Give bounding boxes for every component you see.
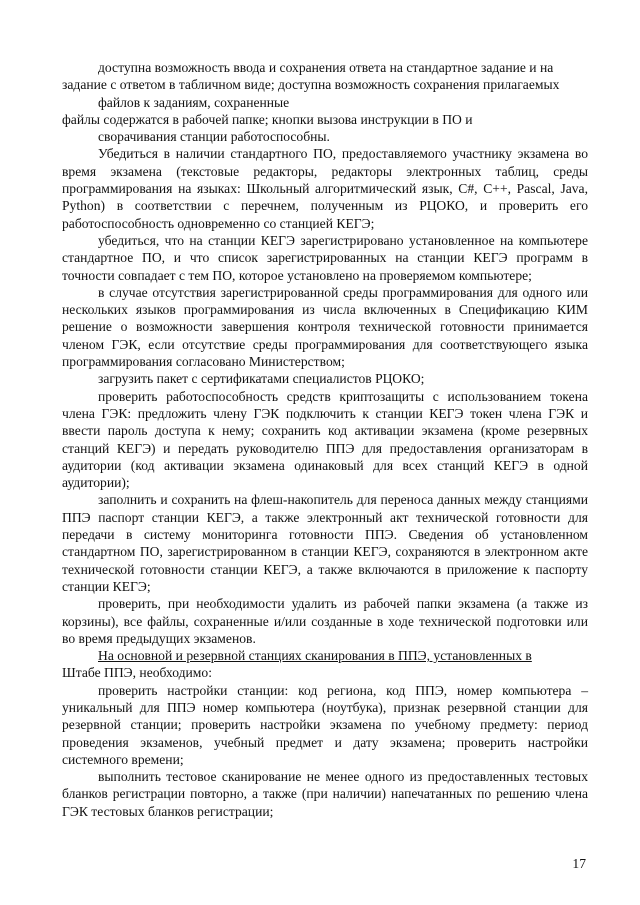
paragraph-2: задание с ответом в табличном виде; доступна возможность сохранения прилагаемых: [62, 77, 560, 93]
section-heading-underlined: На основной и резервной станциях сканирования в ППЭ, установленных в: [98, 648, 532, 664]
paragraph-10: проверить работоспособность средств криптозащиты с использованием токена члена ГЭК: предложить члену ГЭК подключить к станции КЕГЭ токен члена ГЭК и ввести пароль доступа к нему; сохранить код активации экзамена (кроме резервных станций КЕГЭ) и передать руководителю ППЭ для предоставления организаторам в аудитории (код активации экзамена одинаковый для всех станций КЕГЭ в одной аудитории);: [62, 388, 588, 491]
paragraph-4: файлы содержатся в рабочей папке; кнопки вызова инструкции в ПО и: [62, 111, 473, 127]
paragraph-6: Убедиться в наличии стандартного ПО, предоставляемого участнику экзамена во время экзамена (текстовые редакторы, редакторы электронных таблиц, среды программирования на языках: Школьный алгоритмический язык, C#, C++, Pascal, Java, Python) в соответствии с перечнем, полученным из РЦОКО, и проверить его работоспособность одновременно со станцией КЕГЭ;: [62, 146, 588, 231]
page-number: 17: [572, 856, 586, 871]
paragraph-13: [62, 647, 588, 664]
paragraph-15: проверить настройки станции: код региона, код ППЭ, номер компьютера – уникальный для ППЭ номер компьютера (ноутбука), признак резервной станции для резервной станции; проверить настройки экзамена по учебному предмету: период проведения экзаменов, учебный предмет и дату экзамена; проверить настройки системного времени;: [62, 682, 588, 767]
paragraph-8: в случае отсутствия зарегистрированной среды программирования для одного или нескольких языков программирования из числа включенных в Спецификацию КИМ решение о возможности завершения контроля технической готовности принимается членом ГЭК, если отсутствие среды программирования для соответствующего языка программирования согласовано Министерством;: [62, 284, 588, 370]
paragraph-9: загрузить пакет с сертификатами специалистов РЦОКО;: [98, 371, 425, 387]
document-body: [62, 59, 588, 820]
paragraph-11: заполнить и сохранить на флеш-накопитель для переноса данных между станциями ППЭ паспорт станции КЕГЭ, а также электронный акт технической готовности для передачи в систему мониторинга готовности ППЭ. Сведения об установленном стандартном ПО, зарегистрированном в станции КЕГЭ, сохраняются в электронном акте технической готовности станции КЕГЭ, а также включаются в приложение к паспорту станции КЕГЭ;: [62, 492, 588, 594]
paragraph-7: убедиться, что на станции КЕГЭ зарегистрировано установленное на компьютере стандартное ПО, и что список зарегистрированных на станции КЕГЭ программ в точности совпадает с тем ПО, которое установлено на проверяемом компьютере;: [62, 232, 588, 283]
paragraph-16: выполнить тестовое сканирование не менее одного из предоставленных тестовых бланков регистрации повторно, а также (при наличии) напечатанных по решению члена ГЭК тестовых бланков регистрации;: [62, 769, 588, 819]
paragraph-5: сворачивания станции работоспособны.: [98, 129, 330, 145]
paragraph-14: Штабе ППЭ, необходимо:: [62, 665, 212, 681]
paragraph-1: доступна возможность ввода и сохранения ответа на стандартное задание и на: [98, 60, 554, 75]
paragraph-12: проверить, при необходимости удалить из рабочей папки экзамена (а также из корзины), все файлы, сохраненные и/или созданные в ходе технической подготовки или во время предыдущих экзаменов.: [62, 596, 588, 646]
paragraph-3: файлов к заданиям, сохраненные: [98, 94, 290, 110]
